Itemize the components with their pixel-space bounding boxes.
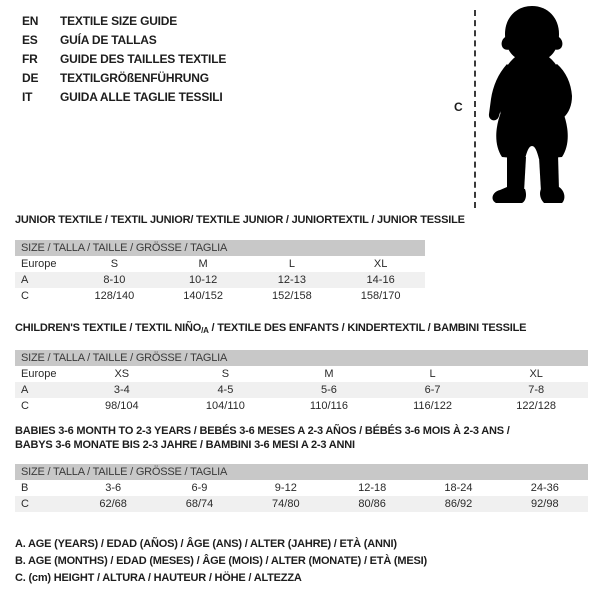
note-height-cm: C. (cm) HEIGHT / ALTURA / HAUTEUR / HÖHE / ALTEZZA xyxy=(15,572,302,584)
junior-table-title-text: JUNIOR TEXTILE / TEXTIL JUNIOR/ TEXTILE JUNIOR / JUNIORTEXTIL / JUNIOR TESSILE xyxy=(15,214,465,226)
note-age-years: A. AGE (YEARS) / EDAD (AÑOS) / ÂGE (ANS) / ALTER (JAHRE) / ETÀ (ANNI) xyxy=(15,538,397,550)
table-cell: L xyxy=(288,258,295,270)
language-row-en xyxy=(22,12,226,31)
table-cell: S xyxy=(221,368,230,380)
row-label-cell: A xyxy=(21,274,29,286)
children-table-title xyxy=(15,321,526,338)
table-cell: 18-24 xyxy=(444,482,473,494)
table-cell: 3-4 xyxy=(113,384,130,396)
table-cell: 74/80 xyxy=(272,498,300,510)
height-figure xyxy=(440,0,600,220)
guide-title: TEXTILE SIZE GUIDE xyxy=(60,14,178,28)
table-cell: 3-6 xyxy=(105,482,122,494)
table-row-europe xyxy=(15,366,588,382)
row-label-cell: B xyxy=(21,482,29,494)
language-row-fr xyxy=(22,50,226,69)
junior-size-table xyxy=(15,240,425,304)
children-size-table xyxy=(15,350,588,414)
table-cell: 86/92 xyxy=(444,498,473,510)
language-code: DE xyxy=(22,71,39,85)
language-code: IT xyxy=(22,90,33,104)
table-cell: 4-5 xyxy=(217,384,234,396)
table-cell: XS xyxy=(114,368,130,380)
guide-title: GUIDE DES TAILLES TEXTILE xyxy=(60,52,227,66)
row-label-cell: Europe xyxy=(21,258,57,270)
table-cell: 6-7 xyxy=(424,384,441,396)
table-cell: 80/86 xyxy=(358,498,386,510)
table-cell: XL xyxy=(373,258,388,270)
children-table-title-text2: / TEXTILE DES ENFANTS / KINDERTEXTIL / BAMBINI TESSILE xyxy=(208,322,527,334)
size-header-row: SIZE / TALLA / TAILLE / GRÖSSE / TAGLIA xyxy=(15,350,588,366)
row-label-cell: C xyxy=(21,498,29,510)
guide-title: TEXTILGRÖßENFÜHRUNG xyxy=(60,71,209,85)
table-cell: 6-9 xyxy=(191,482,208,494)
table-cell: 116/122 xyxy=(413,400,453,412)
children-table-title-text: CHILDREN'S TEXTILE / TEXTIL NIÑO xyxy=(15,322,202,334)
table-row-age xyxy=(15,272,425,288)
table-cell: 12-13 xyxy=(277,274,306,286)
table-cell: 104/110 xyxy=(205,400,245,412)
height-measure-line xyxy=(474,10,476,208)
language-row-de xyxy=(22,69,226,88)
language-code: FR xyxy=(22,52,38,66)
table-cell: M xyxy=(198,258,208,270)
table-cell: 8-10 xyxy=(103,274,126,286)
table-cell: 92/98 xyxy=(531,498,559,510)
row-label-cell: A xyxy=(21,384,29,396)
language-code: ES xyxy=(22,33,38,47)
table-cell: M xyxy=(324,368,334,380)
table-cell: XL xyxy=(529,368,543,380)
table-cell: 12-18 xyxy=(358,482,387,494)
row-label-cell: C xyxy=(21,400,29,412)
table-cell: 24-36 xyxy=(530,482,559,494)
table-row-height xyxy=(15,398,588,414)
language-code: EN xyxy=(22,14,39,28)
babies-size-table xyxy=(15,464,588,512)
table-cell: 158/170 xyxy=(360,290,401,302)
legend-notes xyxy=(15,536,427,587)
table-row-age xyxy=(15,382,588,398)
guide-title: GUIDA ALLE TAGLIE TESSILI xyxy=(60,90,223,104)
table-cell: 68/74 xyxy=(185,498,214,510)
table-cell: 110/116 xyxy=(309,400,349,412)
baby-silhouette-icon xyxy=(482,4,582,210)
table-row-europe xyxy=(15,256,425,272)
table-row-age-months xyxy=(15,480,588,496)
babies-table-title-line2: BABYS 3-6 MONATE BIS 2-3 JAHRE / BAMBINI 3-6 MESI A 2-3 ANNI xyxy=(15,439,355,451)
table-cell: 14-16 xyxy=(366,274,395,286)
table-row-height xyxy=(15,288,425,304)
table-cell: 62/68 xyxy=(99,498,127,510)
language-row-it xyxy=(22,88,226,107)
row-label-cell: C xyxy=(21,290,29,302)
table-cell: 128/140 xyxy=(94,290,135,302)
table-cell: 10-12 xyxy=(189,274,218,286)
language-title-block xyxy=(22,12,226,107)
language-row-es xyxy=(22,31,226,50)
table-cell: 122/128 xyxy=(516,400,557,412)
babies-table-title-line1: BABIES 3-6 MONTH TO 2-3 YEARS / BEBÉS 3-6 MESES A 2-3 AÑOS / BÉBÉS 3-6 MOIS À 2-3 ANS / xyxy=(15,425,510,437)
table-cell: 7-8 xyxy=(528,384,545,396)
table-cell: S xyxy=(110,258,119,270)
table-cell: 9-12 xyxy=(274,482,297,494)
size-header-row: SIZE / TALLA / TAILLE / GRÖSSE / TAGLIA xyxy=(15,464,588,480)
row-label-cell: Europe xyxy=(21,368,57,380)
table-row-height xyxy=(15,496,588,512)
note-age-months: B. AGE (MONTHS) / EDAD (MESES) / ÂGE (MOIS) / ALTER (MONATE) / ETÀ (MESI) xyxy=(15,555,427,567)
table-cell: L xyxy=(429,368,436,380)
measure-label-c: C xyxy=(454,100,463,114)
table-cell: 140/152 xyxy=(183,290,223,302)
table-cell: 152/158 xyxy=(271,290,312,302)
table-cell: 5-6 xyxy=(321,384,337,396)
guide-title: GUÍA DE TALLAS xyxy=(60,33,157,47)
babies-table-title xyxy=(15,424,510,452)
size-header-row: SIZE / TALLA / TAILLE / GRÖSSE / TAGLIA xyxy=(15,240,425,256)
junior-table-title xyxy=(15,213,465,227)
children-table-title-sub: /A xyxy=(201,326,209,335)
table-cell: 98/104 xyxy=(104,400,139,412)
